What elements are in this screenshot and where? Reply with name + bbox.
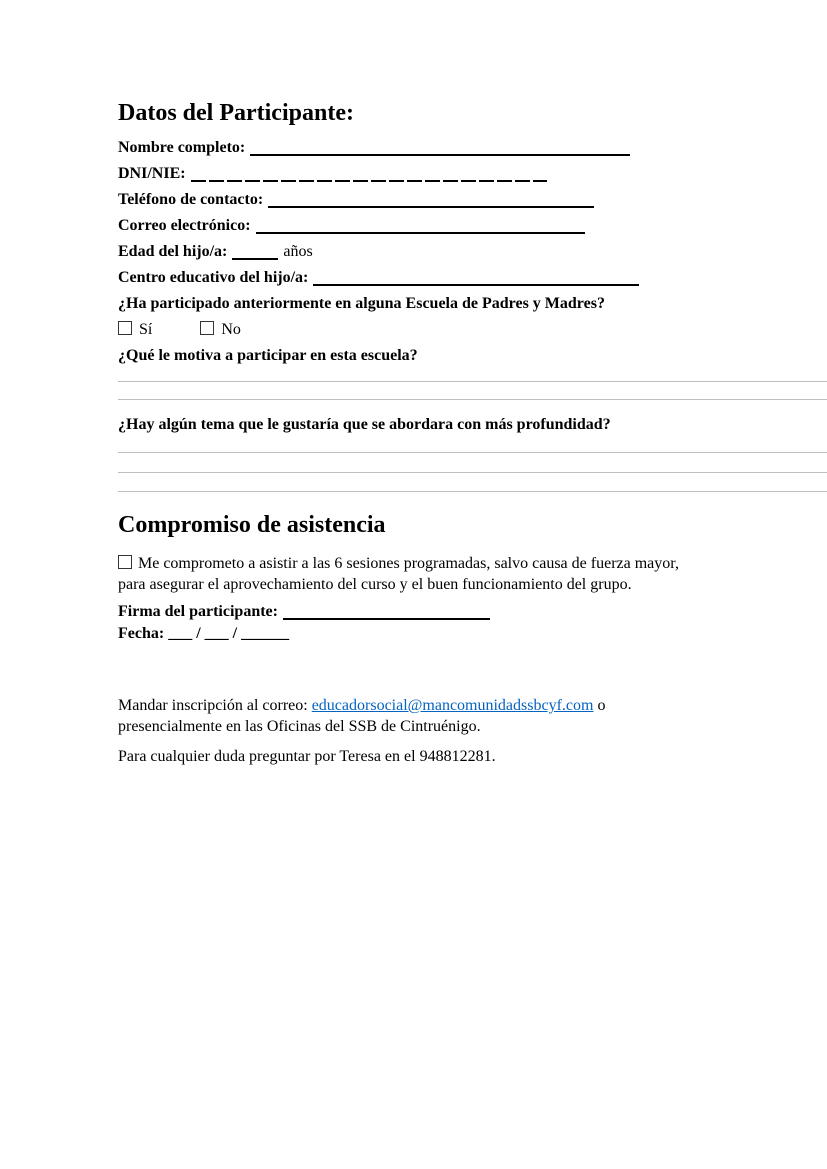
motivation-answer-line-2[interactable] bbox=[118, 399, 827, 400]
correo-input-line[interactable] bbox=[256, 215, 585, 234]
send-line2-text: presencialmente en las Oficinas del SSB de Cintruénigo. bbox=[118, 718, 481, 735]
commitment-statement bbox=[118, 553, 827, 595]
checkbox-si-icon[interactable] bbox=[118, 321, 132, 335]
contact-info: Para cualquier duda preguntar por Teresa en el 948812281. bbox=[118, 748, 496, 765]
checkbox-si-label: Sí bbox=[139, 321, 153, 338]
participation-options-row bbox=[118, 317, 827, 343]
motivation-answer-line-1[interactable] bbox=[118, 381, 827, 382]
commitment-checkbox-icon[interactable] bbox=[118, 555, 132, 569]
checkbox-no-label: No bbox=[221, 321, 241, 338]
telefono-input-line[interactable] bbox=[268, 189, 594, 208]
checkbox-no-icon[interactable] bbox=[200, 321, 214, 335]
commitment-statement-line2: para asegurar el aprovechamiento del curso y el buen funcionamiento del grupo. bbox=[118, 576, 632, 593]
edad-suffix: años bbox=[283, 243, 313, 260]
dni-nie-input-line[interactable] bbox=[191, 165, 547, 182]
commitment-statement-line1: Me comprometo a asistir a las 6 sesiones programadas, salvo causa de fuerza mayor, bbox=[138, 555, 679, 572]
form-content bbox=[118, 99, 827, 767]
send-instructions bbox=[118, 695, 827, 737]
send-prefix-text: Mandar inscripción al correo: bbox=[118, 697, 308, 714]
field-row-nombre-completo bbox=[118, 135, 827, 161]
field-row-dni-nie bbox=[118, 161, 827, 187]
field-row-telefono bbox=[118, 187, 827, 213]
signature-row bbox=[118, 601, 827, 623]
centro-educativo-input-line[interactable] bbox=[313, 267, 639, 286]
send-suffix-text: o bbox=[597, 697, 606, 714]
nombre-completo-input-line[interactable] bbox=[250, 137, 630, 156]
option-si[interactable] bbox=[118, 317, 152, 343]
field-row-centro-educativo bbox=[118, 265, 827, 291]
email-link[interactable]: educadorsocial@mancomunidadssbcyf.com bbox=[311, 697, 594, 714]
topics-answer-line-3[interactable] bbox=[118, 491, 827, 492]
question-topics: ¿Hay algún tema que le gustaría que se abordara con más profundidad? bbox=[118, 416, 611, 433]
date-input-blanks[interactable]: ___ / ___ / ______ bbox=[168, 625, 290, 642]
topics-answer-line-2[interactable] bbox=[118, 472, 827, 473]
nombre-completo-label: Nombre completo: bbox=[118, 139, 246, 156]
commitment-section-title: Compromiso de asistencia bbox=[118, 512, 386, 538]
telefono-label: Teléfono de contacto: bbox=[118, 191, 264, 208]
dni-nie-label: DNI/NIE: bbox=[118, 165, 186, 182]
edad-label: Edad del hijo/a: bbox=[118, 243, 228, 260]
date-label: Fecha: bbox=[118, 625, 165, 642]
page-title: Datos del Participante: bbox=[118, 100, 354, 126]
signature-input-line[interactable] bbox=[283, 601, 490, 620]
signature-label: Firma del participante: bbox=[118, 603, 278, 620]
date-row bbox=[118, 623, 827, 645]
option-no[interactable] bbox=[200, 317, 241, 343]
correo-label: Correo electrónico: bbox=[118, 217, 251, 234]
question-participation: ¿Ha participado anteriormente en alguna Escuela de Padres y Madres? bbox=[118, 295, 605, 312]
edad-input-line[interactable] bbox=[232, 241, 278, 260]
footer-notes bbox=[118, 695, 827, 767]
topics-answer-line-1[interactable] bbox=[118, 452, 827, 453]
field-row-correo bbox=[118, 213, 827, 239]
field-row-edad bbox=[118, 239, 827, 265]
question-motivation: ¿Qué le motiva a participar en esta escuela? bbox=[118, 347, 418, 364]
centro-educativo-label: Centro educativo del hijo/a: bbox=[118, 269, 309, 286]
